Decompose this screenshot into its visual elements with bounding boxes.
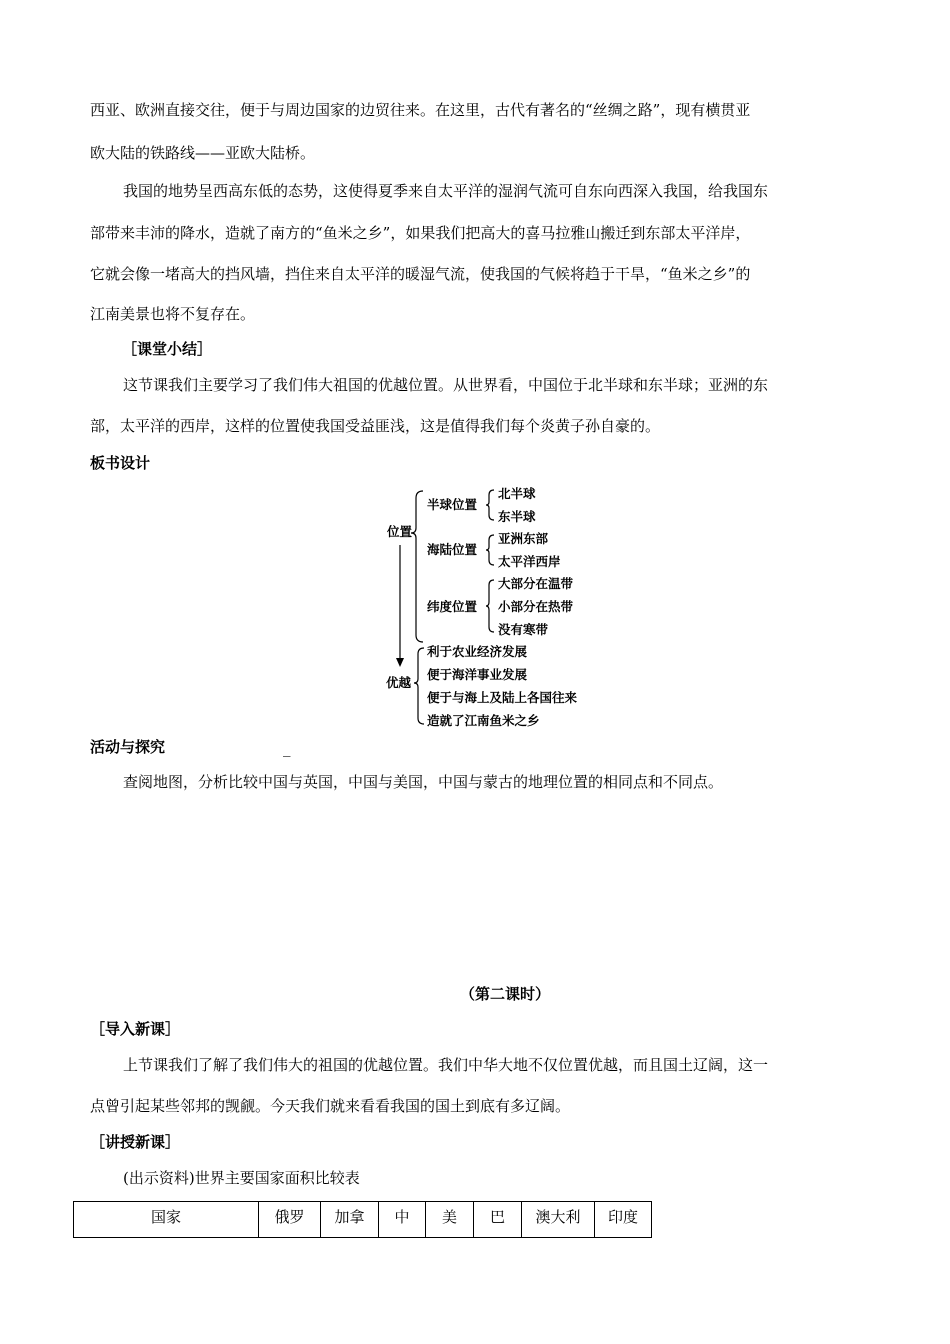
activity-heading: 活动与探究 bbox=[90, 738, 166, 756]
table-row bbox=[74, 1202, 652, 1238]
node-position: 位置 bbox=[387, 524, 413, 539]
activity-text: 查阅地图，分析比较中国与英国，中国与美国，中国与蒙古的地理位置的相同点和不同点。 bbox=[123, 773, 724, 791]
table-cell: 巴 bbox=[474, 1202, 522, 1238]
leaf-east: 东半球 bbox=[498, 509, 536, 524]
paragraph-line: 它就会像一堵高大的挡风墙，挡住来自太平洋的暖湿气流，使我国的气候将趋于干旱，“鱼米之乡”的 bbox=[90, 265, 751, 283]
table-cell: 俄罗 bbox=[259, 1202, 321, 1238]
paragraph-line: 这节课我们主要学习了我们伟大祖国的优越位置。从世界看，中国位于北半球和东半球；亚洲的东 bbox=[123, 376, 769, 394]
paragraph-line: 部，太平洋的西岸，这样的位置使我国受益匪浅，这是值得我们每个炎黄子孙自豪的。 bbox=[90, 417, 661, 435]
paragraph-line: 我国的地势呈西高东低的态势，这使得夏季来自太平洋的湿润气流可自东向西深入我国，给我国东 bbox=[123, 182, 769, 200]
lesson2-title: （第二课时） bbox=[459, 985, 550, 1003]
advantage-item: 造就了江南鱼米之乡 bbox=[427, 713, 540, 728]
leaf-north: 北半球 bbox=[498, 486, 536, 501]
teach-heading: ［讲授新课］ bbox=[90, 1133, 181, 1151]
board-heading: 板书设计 bbox=[90, 454, 151, 472]
table-cell: 澳大利 bbox=[522, 1202, 595, 1238]
table-cell: 国家 bbox=[74, 1202, 259, 1238]
table-cell: 印度 bbox=[595, 1202, 652, 1238]
leaf-asia-east: 亚洲东部 bbox=[498, 531, 549, 546]
summary-heading: ［课堂小结］ bbox=[122, 340, 213, 358]
node-sea-land: 海陆位置 bbox=[427, 542, 478, 557]
material-caption: (出示资料)世界主要国家面积比较表 bbox=[123, 1169, 360, 1187]
activity-mark: _ bbox=[283, 739, 291, 757]
node-hemisphere: 半球位置 bbox=[427, 497, 478, 512]
advantage-item: 便于海洋事业发展 bbox=[427, 667, 528, 682]
paragraph-line: 点曾引起某些邻邦的觊觎。今天我们就来看看我国的国土到底有多辽阔。 bbox=[90, 1097, 571, 1115]
paragraph-line: 部带来丰沛的降水，造就了南方的“鱼米之乡”，如果我们把高大的喜马拉雅山搬迁到东部太平洋岸， bbox=[90, 224, 751, 242]
table-cell: 加拿 bbox=[321, 1202, 379, 1238]
import-heading: ［导入新课］ bbox=[90, 1020, 181, 1038]
area-table bbox=[73, 1201, 652, 1238]
node-advantage: 优越 bbox=[386, 675, 412, 690]
paragraph-line: 江南美景也将不复存在。 bbox=[90, 305, 256, 323]
advantage-item: 利于农业经济发展 bbox=[427, 644, 528, 659]
leaf-temperate: 大部分在温带 bbox=[498, 576, 574, 591]
paragraph-line: 欧大陆的铁路线——亚欧大陆桥。 bbox=[90, 144, 316, 162]
leaf-pacific-west: 太平洋西岸 bbox=[498, 554, 561, 569]
table-cell: 中 bbox=[379, 1202, 426, 1238]
leaf-no-frigid: 没有寒带 bbox=[498, 622, 549, 637]
table-cell: 美 bbox=[426, 1202, 474, 1238]
paragraph-line: 上节课我们了解了我们伟大的祖国的优越位置。我们中华大地不仅位置优越，而且国土辽阔，这一 bbox=[123, 1056, 769, 1074]
paragraph-line: 西亚、欧洲直接交往，便于与周边国家的边贸往来。在这里，古代有著名的“丝绸之路”，现有横贯亚 bbox=[90, 101, 751, 119]
advantage-item: 便于与海上及陆上各国往来 bbox=[427, 690, 578, 705]
leaf-tropical: 小部分在热带 bbox=[498, 599, 574, 614]
node-latitude: 纬度位置 bbox=[427, 599, 478, 614]
arrow-head bbox=[396, 658, 404, 667]
